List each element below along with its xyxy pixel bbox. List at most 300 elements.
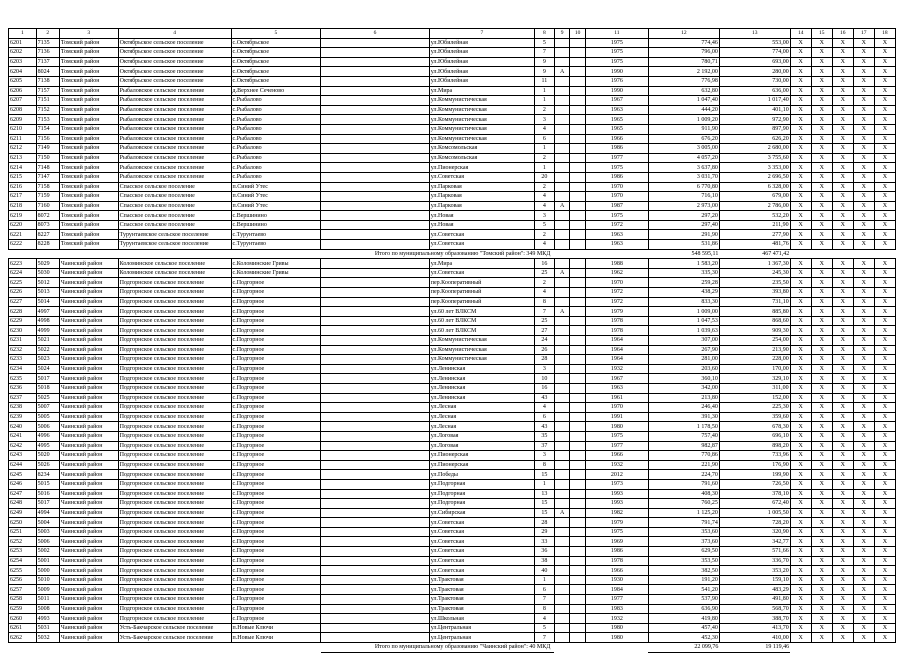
table-cell: 1932 xyxy=(585,364,648,374)
table-cell: ул.Победы xyxy=(429,470,534,480)
table-cell: 7138 xyxy=(36,76,59,86)
table-cell xyxy=(554,595,570,605)
table-cell xyxy=(321,182,430,192)
table-cell: Рыбаловское сельское поселение xyxy=(118,86,231,96)
table-row xyxy=(9,451,896,461)
table-cell: 7 xyxy=(534,595,554,605)
table-cell: X xyxy=(811,105,832,115)
table-row xyxy=(9,288,896,298)
table-cell: X xyxy=(832,192,853,202)
table-cell: ул.60 лет ВЛКСМ xyxy=(429,307,534,317)
table-cell: 696,10 xyxy=(719,431,790,441)
table-row xyxy=(9,623,896,633)
table-cell: X xyxy=(874,403,895,413)
table-cell: 159,10 xyxy=(719,575,790,585)
table-cell: Чаинский район xyxy=(59,336,118,346)
table-cell: Подгорнское сельское поселение xyxy=(118,364,231,374)
table-cell: X xyxy=(790,499,811,509)
table-row xyxy=(9,240,896,250)
table-cell: 1979 xyxy=(585,518,648,528)
table-cell: 2 786,00 xyxy=(719,201,790,211)
table-cell: X xyxy=(853,345,874,355)
table-cell xyxy=(570,489,586,499)
table-cell xyxy=(554,537,570,547)
table-cell: X xyxy=(874,470,895,480)
table-cell: X xyxy=(874,240,895,250)
table-row xyxy=(9,518,896,528)
table-cell: Подгорнское сельское поселение xyxy=(118,441,231,451)
table-cell: X xyxy=(874,96,895,106)
table-cell: 15 xyxy=(534,470,554,480)
table-cell: X xyxy=(853,96,874,106)
table-cell: X xyxy=(832,297,853,307)
table-cell: X xyxy=(790,412,811,422)
table-cell: 5016 xyxy=(36,489,59,499)
table-cell: X xyxy=(811,211,832,221)
table-cell: X xyxy=(790,163,811,173)
table-cell: 636,90 xyxy=(648,604,719,614)
table-cell: Чаинский район xyxy=(59,441,118,451)
table-cell: Подгорнское сельское поселение xyxy=(118,556,231,566)
table-row xyxy=(9,76,896,86)
table-cell: 1965 xyxy=(585,115,648,125)
table-cell: 221,90 xyxy=(648,460,719,470)
column-number-cell: 7 xyxy=(429,29,534,39)
table-cell: X xyxy=(874,182,895,192)
table-cell: X xyxy=(811,585,832,595)
table-cell: X xyxy=(832,182,853,192)
table-cell: X xyxy=(811,86,832,96)
table-cell: X xyxy=(874,307,895,317)
table-cell: Подгорнское сельское поселение xyxy=(118,527,231,537)
table-cell: 378,10 xyxy=(719,489,790,499)
table-cell: 868,60 xyxy=(719,316,790,326)
column-number-cell: 1 xyxy=(9,29,37,39)
table-cell: ул.Ленинская xyxy=(429,374,534,384)
table-cell: X xyxy=(874,201,895,211)
table-cell: ул.Пионерская xyxy=(429,460,534,470)
table-cell xyxy=(570,403,586,413)
table-cell: X xyxy=(790,633,811,643)
table-cell xyxy=(570,383,586,393)
table-cell: X xyxy=(853,288,874,298)
table-cell: X xyxy=(853,556,874,566)
table-cell xyxy=(554,451,570,461)
table-cell: X xyxy=(853,431,874,441)
table-cell: Чаинский район xyxy=(59,623,118,633)
table-row xyxy=(9,537,896,547)
table-cell: с.Подгорное xyxy=(231,518,321,528)
table-cell xyxy=(554,288,570,298)
table-cell: 483,29 xyxy=(719,585,790,595)
table-cell: Спасское сельское поселение xyxy=(118,182,231,192)
table-cell: 1972 xyxy=(585,220,648,230)
table-row xyxy=(9,124,896,134)
table-cell: X xyxy=(790,527,811,537)
table-cell: 5000 xyxy=(36,566,59,576)
table-cell: 27 xyxy=(534,326,554,336)
table-cell: X xyxy=(832,86,853,96)
table-cell: 329,10 xyxy=(719,374,790,384)
table-cell: X xyxy=(790,364,811,374)
table-cell: Подгорнское сельское поселение xyxy=(118,489,231,499)
table-cell: X xyxy=(853,383,874,393)
table-cell: Рыбаловское сельское поселение xyxy=(118,163,231,173)
column-number-cell: 10 xyxy=(570,29,586,39)
table-cell: Томский район xyxy=(59,240,118,250)
table-cell: с.Рыбалово xyxy=(231,124,321,134)
table-cell: X xyxy=(874,412,895,422)
table-cell: 5022 xyxy=(36,345,59,355)
table-cell xyxy=(570,182,586,192)
table-cell xyxy=(321,211,430,221)
table-cell: X xyxy=(832,383,853,393)
table-cell: X xyxy=(832,76,853,86)
table-cell xyxy=(321,345,430,355)
table-cell: X xyxy=(832,48,853,58)
table-cell: X xyxy=(832,623,853,633)
table-cell: X xyxy=(832,163,853,173)
table-cell: X xyxy=(874,86,895,96)
table-cell: Рыбаловское сельское поселение xyxy=(118,134,231,144)
table-cell: X xyxy=(811,470,832,480)
table-cell: X xyxy=(811,479,832,489)
table-cell xyxy=(554,220,570,230)
table-cell: 6201 xyxy=(9,38,37,48)
table-cell: с.Подгорное xyxy=(231,460,321,470)
table-cell: X xyxy=(832,451,853,461)
table-cell: 35 xyxy=(534,431,554,441)
table-cell xyxy=(570,470,586,480)
table-cell: X xyxy=(874,326,895,336)
table-cell: с.Подгорное xyxy=(231,470,321,480)
table-cell: 4 xyxy=(534,124,554,134)
table-cell: Чаинский район xyxy=(59,479,118,489)
table-cell: X xyxy=(790,460,811,470)
table-cell: ул.Центральная xyxy=(429,623,534,633)
table-cell: X xyxy=(832,556,853,566)
table-cell: 6202 xyxy=(9,48,37,58)
table-cell: X xyxy=(790,240,811,250)
table-cell: д.Верхнее Сеченово xyxy=(231,86,321,96)
table-cell: X xyxy=(853,240,874,250)
table-cell: 6261 xyxy=(9,623,37,633)
table-row xyxy=(9,364,896,374)
table-cell: п.Новые Ключи xyxy=(231,623,321,633)
table-cell: X xyxy=(853,48,874,58)
table-cell: X xyxy=(832,211,853,221)
table-cell: 5005 xyxy=(36,412,59,422)
table-cell: 408,30 xyxy=(648,489,719,499)
table-cell: 25 xyxy=(534,268,554,278)
table-cell: 4 xyxy=(534,192,554,202)
table-cell: ул.Советская xyxy=(429,268,534,278)
table-cell: Чаинский район xyxy=(59,604,118,614)
subtotal-spacer xyxy=(790,249,895,259)
table-cell: 6 328,00 xyxy=(719,182,790,192)
table-row xyxy=(9,105,896,115)
table-cell: 1 047,53 xyxy=(648,316,719,326)
table-cell: 1966 xyxy=(585,566,648,576)
table-cell: X xyxy=(874,623,895,633)
table-cell: 1966 xyxy=(585,134,648,144)
table-cell: 791,60 xyxy=(648,479,719,489)
table-row xyxy=(9,230,896,240)
table-cell: X xyxy=(853,163,874,173)
table-cell xyxy=(570,412,586,422)
table-cell: с.Рыбалово xyxy=(231,163,321,173)
table-cell: X xyxy=(790,623,811,633)
table-cell: Томский район xyxy=(59,182,118,192)
table-cell: пер.Кооперативный xyxy=(429,288,534,298)
table-cell: 7136 xyxy=(36,48,59,58)
table-cell xyxy=(570,259,586,269)
table-cell: X xyxy=(832,67,853,77)
table-cell xyxy=(554,556,570,566)
table-cell: X xyxy=(790,547,811,557)
table-cell xyxy=(554,230,570,240)
table-cell: ул.Советская xyxy=(429,240,534,250)
table-cell: X xyxy=(853,76,874,86)
table-cell: X xyxy=(853,604,874,614)
table-cell xyxy=(570,604,586,614)
table-cell: 401,10 xyxy=(719,105,790,115)
table-cell: Чаинский район xyxy=(59,556,118,566)
table-cell: 353,60 xyxy=(648,527,719,537)
table-cell: X xyxy=(790,268,811,278)
table-cell: X xyxy=(853,489,874,499)
table-cell: ул.Новая xyxy=(429,220,534,230)
table-cell: Подгорнское сельское поселение xyxy=(118,547,231,557)
table-cell xyxy=(554,86,570,96)
table-cell: X xyxy=(832,441,853,451)
table-cell: 760,25 xyxy=(648,499,719,509)
column-number-cell: 16 xyxy=(832,29,853,39)
table-cell: X xyxy=(853,499,874,509)
table-cell: с.Подгорное xyxy=(231,614,321,624)
table-cell: X xyxy=(832,124,853,134)
table-cell: X xyxy=(790,479,811,489)
table-cell: Чаинский район xyxy=(59,288,118,298)
table-cell: 6210 xyxy=(9,124,37,134)
table-row xyxy=(9,575,896,585)
table-cell xyxy=(554,499,570,509)
table-cell: 726,50 xyxy=(719,479,790,489)
table-cell: 3 xyxy=(534,451,554,461)
table-cell: А xyxy=(554,307,570,317)
table-cell: 1 178,50 xyxy=(648,422,719,432)
table-cell: X xyxy=(790,431,811,441)
table-cell: 413,70 xyxy=(719,623,790,633)
table-cell: Октябрьское сельское поселение xyxy=(118,48,231,58)
column-number-cell: 17 xyxy=(853,29,874,39)
table-cell: Томский район xyxy=(59,153,118,163)
table-cell: 43 xyxy=(534,393,554,403)
table-cell: 1 009,20 xyxy=(648,115,719,125)
table-cell xyxy=(570,211,586,221)
table-cell: 267,90 xyxy=(648,345,719,355)
table-cell: X xyxy=(853,374,874,384)
table-cell: X xyxy=(790,182,811,192)
table-cell xyxy=(321,508,430,518)
table-cell: 7158 xyxy=(36,182,59,192)
table-cell: Спасское сельское поселение xyxy=(118,220,231,230)
table-cell: X xyxy=(874,336,895,346)
table-cell: X xyxy=(790,345,811,355)
table-cell: с.Подгорное xyxy=(231,297,321,307)
table-cell xyxy=(554,623,570,633)
table-cell: X xyxy=(853,297,874,307)
table-cell: А xyxy=(554,201,570,211)
table-cell: 728,20 xyxy=(719,518,790,528)
table-row xyxy=(9,67,896,77)
table-cell: 203,60 xyxy=(648,364,719,374)
table-cell: X xyxy=(874,163,895,173)
table-cell xyxy=(570,48,586,58)
table-cell: X xyxy=(790,278,811,288)
table-cell: X xyxy=(811,527,832,537)
table-cell: 5021 xyxy=(36,336,59,346)
table-cell: пер.Кооперативный xyxy=(429,297,534,307)
table-cell: 3 353,00 xyxy=(719,163,790,173)
table-cell: X xyxy=(790,604,811,614)
table-cell: Подгорнское сельское поселение xyxy=(118,393,231,403)
table-cell: X xyxy=(853,268,874,278)
table-cell: 6237 xyxy=(9,393,37,403)
table-cell: с.Подгорное xyxy=(231,345,321,355)
table-cell: 6211 xyxy=(9,134,37,144)
table-cell: пер.Кооперативный xyxy=(429,278,534,288)
table-cell: X xyxy=(832,355,853,365)
table-cell: 1978 xyxy=(585,556,648,566)
table-cell: 6225 xyxy=(9,278,37,288)
table-cell: 1984 xyxy=(585,585,648,595)
table-row xyxy=(9,57,896,67)
table-cell: X xyxy=(832,345,853,355)
table-row xyxy=(9,393,896,403)
table-cell: 28 xyxy=(534,518,554,528)
table-cell: 8073 xyxy=(36,220,59,230)
table-cell: Подгорнское сельское поселение xyxy=(118,355,231,365)
table-cell: с.Октябрьское xyxy=(231,38,321,48)
table-cell: X xyxy=(832,585,853,595)
table-cell: 16 xyxy=(534,259,554,269)
table-cell: X xyxy=(874,518,895,528)
table-row xyxy=(9,278,896,288)
table-cell: X xyxy=(832,364,853,374)
table-cell: Чаинский район xyxy=(59,499,118,509)
table-cell: X xyxy=(874,537,895,547)
table-cell xyxy=(570,431,586,441)
table-cell xyxy=(321,326,430,336)
table-cell: X xyxy=(811,115,832,125)
table-cell xyxy=(554,393,570,403)
table-cell xyxy=(321,518,430,528)
table-cell: 280,00 xyxy=(719,67,790,77)
table-cell: 224,70 xyxy=(648,470,719,480)
table-cell: 297,20 xyxy=(648,211,719,221)
table-cell: X xyxy=(853,508,874,518)
table-cell: Подгорнское сельское поселение xyxy=(118,326,231,336)
table-cell: X xyxy=(874,355,895,365)
table-cell: 6205 xyxy=(9,76,37,86)
table-cell xyxy=(321,96,430,106)
table-cell: 1 xyxy=(534,479,554,489)
table-cell: X xyxy=(874,604,895,614)
table-cell: X xyxy=(874,566,895,576)
table-cell: X xyxy=(811,403,832,413)
table-cell: с.Подгорное xyxy=(231,585,321,595)
table-cell xyxy=(321,451,430,461)
table-cell: X xyxy=(811,508,832,518)
table-cell xyxy=(570,345,586,355)
table-cell: 1972 xyxy=(585,288,648,298)
table-cell: X xyxy=(853,623,874,633)
table-cell: 245,30 xyxy=(719,268,790,278)
table-cell: X xyxy=(790,374,811,384)
table-cell: 4 xyxy=(534,403,554,413)
table-cell: 6220 xyxy=(9,220,37,230)
table-cell: ул.Подгорная xyxy=(429,489,534,499)
table-cell xyxy=(554,115,570,125)
table-cell: Томский район xyxy=(59,76,118,86)
table-cell: 7 xyxy=(534,307,554,317)
table-cell: X xyxy=(874,105,895,115)
table-cell xyxy=(570,201,586,211)
table-cell: 7149 xyxy=(36,144,59,154)
table-row xyxy=(9,182,896,192)
table-cell: с.Подгорное xyxy=(231,441,321,451)
table-cell: с.Рыбалово xyxy=(231,153,321,163)
table-cell: X xyxy=(853,86,874,96)
table-row xyxy=(9,316,896,326)
table-cell: 6 xyxy=(534,585,554,595)
table-cell: 6226 xyxy=(9,288,37,298)
table-cell: ул.Коммунистическая xyxy=(429,124,534,134)
table-cell: X xyxy=(874,316,895,326)
table-cell: с.Турунтаево xyxy=(231,230,321,240)
table-row xyxy=(9,326,896,336)
table-cell: с.Подгорное xyxy=(231,595,321,605)
table-cell: 1930 xyxy=(585,575,648,585)
table-cell: 6241 xyxy=(9,431,37,441)
table-cell: X xyxy=(874,422,895,432)
table-cell xyxy=(554,172,570,182)
table-cell: X xyxy=(790,556,811,566)
table-cell xyxy=(321,566,430,576)
table-cell: X xyxy=(811,316,832,326)
table-cell: X xyxy=(811,288,832,298)
table-cell xyxy=(321,288,430,298)
table-cell xyxy=(321,422,430,432)
table-cell: X xyxy=(874,38,895,48)
table-cell: 1978 xyxy=(585,326,648,336)
table-cell: Подгорнское сельское поселение xyxy=(118,566,231,576)
table-cell: X xyxy=(811,134,832,144)
table-cell: 626,20 xyxy=(719,134,790,144)
table-cell: 1 xyxy=(534,86,554,96)
subtotal-chainsk xyxy=(9,643,896,653)
table-cell: X xyxy=(790,67,811,77)
table-cell xyxy=(570,105,586,115)
table-cell: X xyxy=(832,431,853,441)
table-cell: X xyxy=(874,192,895,202)
table-cell: ул.Коммунистическая xyxy=(429,134,534,144)
table-cell: 5010 xyxy=(36,575,59,585)
table-cell: 29 xyxy=(534,527,554,537)
table-cell: X xyxy=(811,499,832,509)
table-cell: Томский район xyxy=(59,211,118,221)
